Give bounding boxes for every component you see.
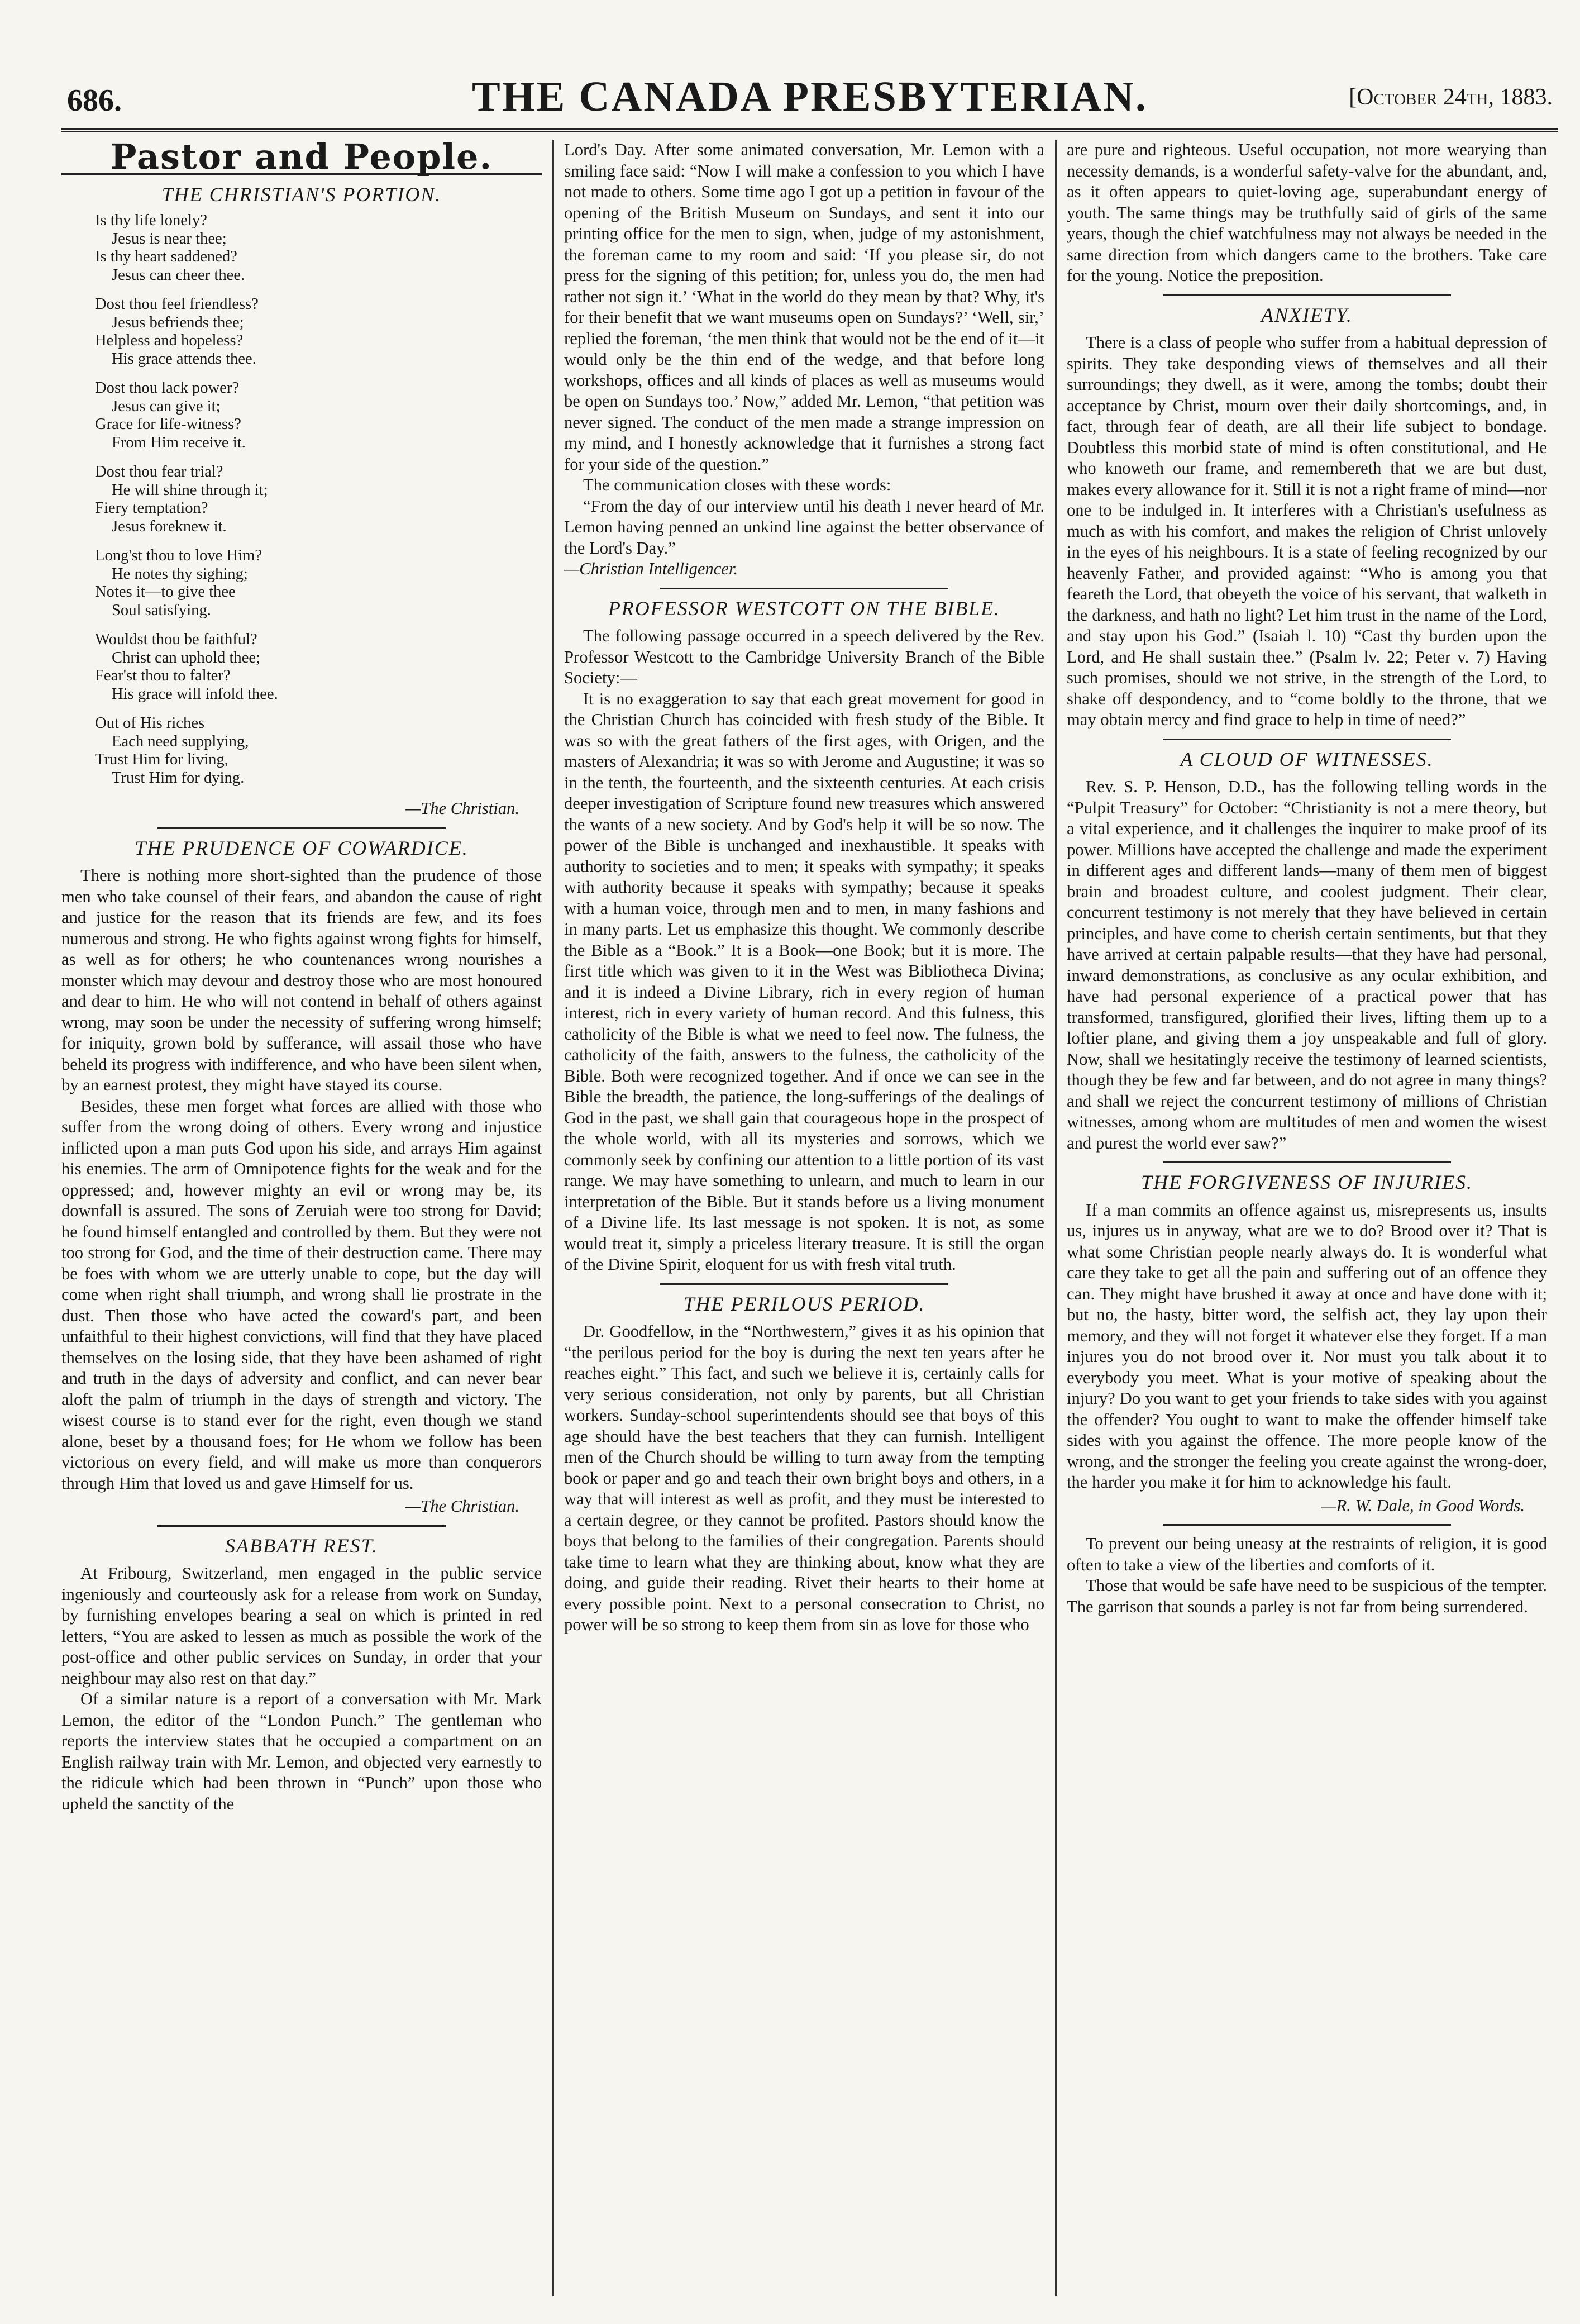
poem [95,212,542,787]
article-paragraph: Besides, these men forget what forces are allied with those who suffer from the wrong doing of others. Every wrong and injustice inflicted upon a man puts God upon his side, and arrays Him against his enemies. The arm of Omnipotence fights for the weak and for the oppressed; and, however mighty an evil or wrong may be, its downfall is assured. The sons of Zeruiah were too strong for David; he found himself entangled and controlled by them. But they were not too strong for God, and the time of their destruction came. There may be foes with whom we are utterly unable to cope, but the day will come when right shall triumph, and wrong shall lie prostrate in the dust. Then those who have acted the coward's part, and been unfaithful to their highest convictions, will find that they have placed themselves on the losing side, that they have been ashamed of right and truth in the days of adversity and conflict, and can never bear aloft the palm of triumph in the days of strength and victory. The wisest course is to stand ever for the right, even though we stand alone, beset by a thousand foes; for He whom we follow has been victorious on every field, and will make us more than conquerors through Him that loved us and gave Himself for us. [61,1096,542,1493]
poem-line: Dost thou fear trial? [95,463,223,480]
poem-line: Dost thou lack power? [95,379,240,397]
section-divider [1163,1161,1451,1163]
section-divider [660,1283,948,1285]
masthead [61,61,1558,132]
poem-line: Jesus can cheer thee. [112,266,245,284]
section-divider [1163,294,1451,296]
article-source: —R. W. Dale, in Good Words. [1321,1496,1525,1515]
poem-line: Grace for life-witness? [95,416,241,433]
poem-stanza [95,296,542,368]
poem-line: His grace will infold thee. [112,685,278,703]
poem-line: Trust Him for living, [95,751,228,768]
article-title: THE FORGIVENESS OF INJURIES. [1141,1171,1473,1193]
poem-stanza [95,715,542,787]
poem-line: Jesus befriends thee; [112,313,244,331]
poem-line: Fear'st thou to falter? [95,667,231,684]
column-rule-right [1055,140,1057,2296]
department-heading: Pastor and People. [61,146,542,175]
article-title: THE PRUDENCE OF COWARDICE. [135,836,469,859]
poem-line: Is thy heart saddened? [95,248,237,265]
poem-line: Dost thou feel friendless? [95,296,259,313]
column-rule-left [552,140,554,2296]
poem-stanza [95,212,542,284]
poem-attribution: —The Christian. [405,799,519,818]
article-paragraph: There is nothing more short-sighted than the prudence of those men who take counsel of their fears, and abandon the cause of right and justice for the reason that its friends are few, and its foes numerous and strong. He who fights against wrong fights for himself, as well as for others; he who countenances wrong nourishes a monster which may devour and destroy those who are most honoured and dear to him. He who will not contend in behalf of others against wrong, may soon be under the necessity of suffering wrong himself; for iniquity, grown bold by sufferance, will assail those who have beheld its progress with indifference, and who have been silent when, by an earnest protest, they might have stayed its course. [61,866,542,1094]
section-divider [157,827,446,829]
section-divider [157,1525,446,1527]
poem-line: Jesus can give it; [112,397,221,415]
article-paragraph: There is a class of people who suffer from a habitual depression of spirits. They take desponding views of themselves and all their surroundings; they dwell, as it were, among the tombs; doubt their acceptance by Christ, mourn over their daily shortcomings, and, in fact, through fear of death, are all their life subject to bondage. Doubtless this morbid state of mind is often constitutional, and He who knoweth our frame, and remembereth that we are but dust, makes every allowance for it. Still it is not a right frame of mind—nor one to be indulged in. It interferes with a Christian's usefulness as much as with his comfort, and makes the religion of Christ unlovely in the eyes of his neighbours. It is a state of feeling recognized by our heavenly Father, and provided against: “Who is among you that feareth the Lord, that obeyeth the voice of his servant, that walketh in the darkness, and hath no light? Let him trust in the name of the Lord, and stay upon his God.” (Isaiah l. 10) “Cast thy burden upon the Lord, and He shall sustain thee.” (Psalm lv. 22; Peter v. 7) Having such promises, should we not strive, in the strength of the Lord, to shake off despondency, and to “come boldly to the throne, that we may obtain mercy and find grace to help in time of need?” [1067,333,1547,729]
poem-stanza [95,379,542,452]
poem-line: Long'st thou to love Him? [95,547,262,564]
section-divider [1163,1524,1451,1526]
newspaper-page [61,61,1558,2302]
article-paragraph: It is no exaggeration to say that each great movement for good in the Christian Church has coincided with fresh study of the Bible. It was so with the great fathers of the first ages, with Origen, and the masters of Alexandria; it was so with Jerome and Augustine; it was so in the tenth, the fourteenth, and the sixteenth centuries. At each crisis deeper investigation of Scripture found new treasures which answered the wants of a new society. And by God's help it will be so now. The power of the Bible is unchanged and inexhaustible. It speaks with authority to societies and to men; it speaks with sympathy; it speaks with authority because it speaks with sympathy; because it speaks with a human voice, through men and to men, in many fashions and in many parts. Let us emphasize this thought. We commonly describe the Bible as a “Book.” It is a Book—one Book; but it is more. The first title which was given to it in the West was Bibliotheca Divina; and it is indeed a Divine Library, rich in every region of human interest, rich in every variety of human record. And this fulness, this catholicity of the Bible is what we need to feel now. The fulness, the catholicity of the faith, answers to the fulness, the catholicity of the Bible. Both were recognized together. And if once we can see in the Bible the breadth, the patience, the long-sufferings of the dealings of God in the past, we shall gain that courageous hope in the prospect of the whole world, with all its mysteries and sorrows, which we commonly seek by confining our attention to a little portion of its vast range. We may have something to unlearn, and much to learn in our interpretation of the Bible. But it stands before us a living monument of a Divine life. Its last message is not spoken. It is not, as some would treat it, simply a priceless literary treasure. It is still the organ of the Divine Spirit, eloquent for us with fresh vital truth. [564,689,1044,1274]
column-3 [1067,140,1547,1617]
article-paragraph: If a man commits an offence against us, misrepresents us, insults us, injures us in anyway, what are we to do? Brood over it? That is what some Christian people nearly always do. It is wonderful what care they take to get all the pain and suffering out of an offence they can. They might have brushed it away at once and have done with it; but no, the hasty, bitter word, the selfish act, they lay upon their memory, and they will not forget it whatever else they forget. If a man injures you do not brood over it. Nor must you talk about it to everybody you meet. What is your motive of speaking about the injury? Do you want to get your friends to take sides with you against the offender? You ought to want to make the offender himself take sides with you against the offence. The more people know of the wrong, and the stronger the feeling you create against the wrong-doer, the harder you make it for him to acknowledge his fault. [1067,1200,1547,1492]
poem-line: Notes it—to give thee [95,583,236,601]
poem-line: Helpless and hopeless? [95,332,244,349]
article-paragraph: “From the day of our interview until his death I never heard of Mr. Lemon having penned an unkind line against the better observance of the Lord's Day.” [564,496,1044,558]
section-divider [1163,739,1451,740]
article-title: THE PERILOUS PERIOD. [683,1292,925,1315]
poem-line: Trust Him for dying. [112,769,245,787]
article-source: —Christian Intelligencer. [564,559,738,578]
poem-stanza [95,547,542,620]
poem-title: THE CHRISTIAN'S PORTION. [161,183,442,206]
article-paragraph: At Fribourg, Switzerland, men engaged in the public service ingeniously and courteously ask for a release from work on Sunday, by furnishing envelopes bearing a seal on which is printed in red letters, “You are asked to lessen as much as possible the work of the post-office and other public services on Sunday, in order that your neighbour may also rest on that day.” [61,1564,542,1688]
article-paragraph: Those that would be safe have need to be suspicious of the tempter. The garrison that sounds a parley is not far from being surrendered. [1067,1576,1547,1616]
article-paragraph: Dr. Goodfellow, in the “Northwestern,” gives it as his opinion that “the perilous period for the boy is during the next ten years after he reaches eight.” This fact, and such we believe it is, certainly calls for very serious consideration, not only by parents, but all Christian workers. Sunday-school superintendents should see that boys of this age should have the best teachers that they can furnish. Intelligent men of the Church should be willing to turn away from the tempting book or paper and go and teach their own bright boys and others, in a way that will interest as well as profit, and they must be interested to a certain degree, or they cannot be profited. Pastors should know the boys that belong to the families of their congregation. Parents should take time to learn what they are thinking about, know what they are doing, and guide their reading. Rivet their hearts to their home at every possible point. Next to a personal consecration to Christ, no power will be so strong to keep them from sin as love for those who [564,1322,1044,1634]
poem-line: Each need supplying, [112,732,249,750]
poem-line: He notes thy sighing; [112,565,248,583]
poem-line: Soul satisfying. [112,601,211,619]
article-source: —The Christian. [405,1497,519,1516]
poem-line: Out of His riches [95,715,205,732]
issue-date: [October 24th, 1883. [1349,84,1553,110]
poem-line: His grace attends thee. [112,350,256,368]
poem-line: Is thy life lonely? [95,212,207,229]
article-title: A CLOUD OF WITNESSES. [1180,747,1434,770]
poem-line: Wouldst thou be faithful? [95,631,257,648]
poem-stanza [95,463,542,536]
article-paragraph: To prevent our being uneasy at the restraints of religion, it is good often to take a view of the liberties and comforts of it. [1067,1534,1547,1574]
column-2 [564,140,1044,1636]
poem-line: From Him receive it. [112,434,246,451]
poem-line: Christ can uphold thee; [112,649,261,666]
article-paragraph: Rev. S. P. Henson, D.D., has the following telling words in the “Pulpit Treasury” for October: “Christianity is not a mere theory, but a vital experience, and it challenges the inquirer to make proof of its power. Millions have accepted the challenge and made the experiment in different ages and different lands—many of them men of biggest brain and broadest culture, and coolest judgment. Their clear, concurrent testimony is not merely that they have believed in certain principles, and have come to cherish certain sentiments, but that they have arrived at certain palpable results—that they have had personal, inward demonstrations, as conclusive as any ocular exhibition, and have had personal experience of a practical power that has transformed, transfigured, glorified their lives, lifting them up to a loftier plane, and giving them a joy unspeakable and full of glory. Now, shall we hesitatingly receive the testimony of learned scientists, though they be few and far between, and do not agree in many things? and shall we reject the concurrent testimony of millions of Christian witnesses, among whom are multitudes of men and women the wisest and purest the world ever saw?” [1067,777,1547,1153]
newspaper-title: THE CANADA PRESBYTERIAN. [471,73,1148,120]
article-paragraph: Lord's Day. After some animated conversation, Mr. Lemon with a smiling face said: “Now I will make a confession to you which I have not made to others. Some time ago I got up a petition in favour of the opening of the British Museum on Sundays, and sent it into our printing office for the men to sign, when, judge of my astonishment, the foreman came to my room and said: ‘If you please sir, do not press for the signing of this petition; for, unless you do, the men had rather not sign it.’ ‘What in the world do they mean by that? Why, it's for their benefit that we want museums open on Sundays?’ ‘Well, sir,’ replied the foreman, ‘the men think that would not be the end of it—it would only be the thin end of the wedge, and that before long workshops, offices and all kinds of places as well as museums would be open on Sundays too.’ Now,” added Mr. Lemon, “that petition was never signed. The conduct of the men made a strange impression on my mind, and I honestly acknowledge that it furnishes a strong fact for your side of the question.” [564,140,1044,474]
article-title: SABBATH REST. [225,1534,378,1557]
poem-line: Jesus foreknew it. [112,517,227,535]
article-paragraph: The communication closes with these words: [583,475,891,494]
poem-stanza [95,631,542,703]
article-paragraph: The following passage occurred in a speech delivered by the Rev. Professor Westcott to the Cambridge University Branch of the Bible Society:— [564,626,1044,687]
article-paragraph: are pure and righteous. Useful occupation, not more wearying than necessity demands, is a wonderful safety-valve for the abundant, and, as it often appears to quiet-loving age, superabundant energy of youth. The same things may be truthfully said of girls of the same years, though the chief watchfulness may not always be needed in the same direction from which dangers came to the brothers. Take care for the young. Notice the preposition. [1067,140,1547,285]
section-divider [660,588,948,589]
article-title: ANXIETY. [1261,303,1353,326]
poem-line: Jesus is near thee; [112,230,227,247]
page-number: 686. [67,83,122,118]
poem-line: He will shine through it; [112,481,268,499]
column-1 [61,136,542,1815]
article-title: PROFESSOR WESTCOTT ON THE BIBLE. [608,597,1001,620]
article-paragraph: Of a similar nature is a report of a conversation with Mr. Mark Lemon, the editor of the “London Punch.” The gentleman who reports the interview states that he occupied a compartment on an English railway train with Mr. Lemon, and objected very earnestly to the ridicule which had been thrown in “Punch” upon those who upheld the sanctity of the [61,1689,542,1813]
poem-line: Fiery temptation? [95,499,208,517]
